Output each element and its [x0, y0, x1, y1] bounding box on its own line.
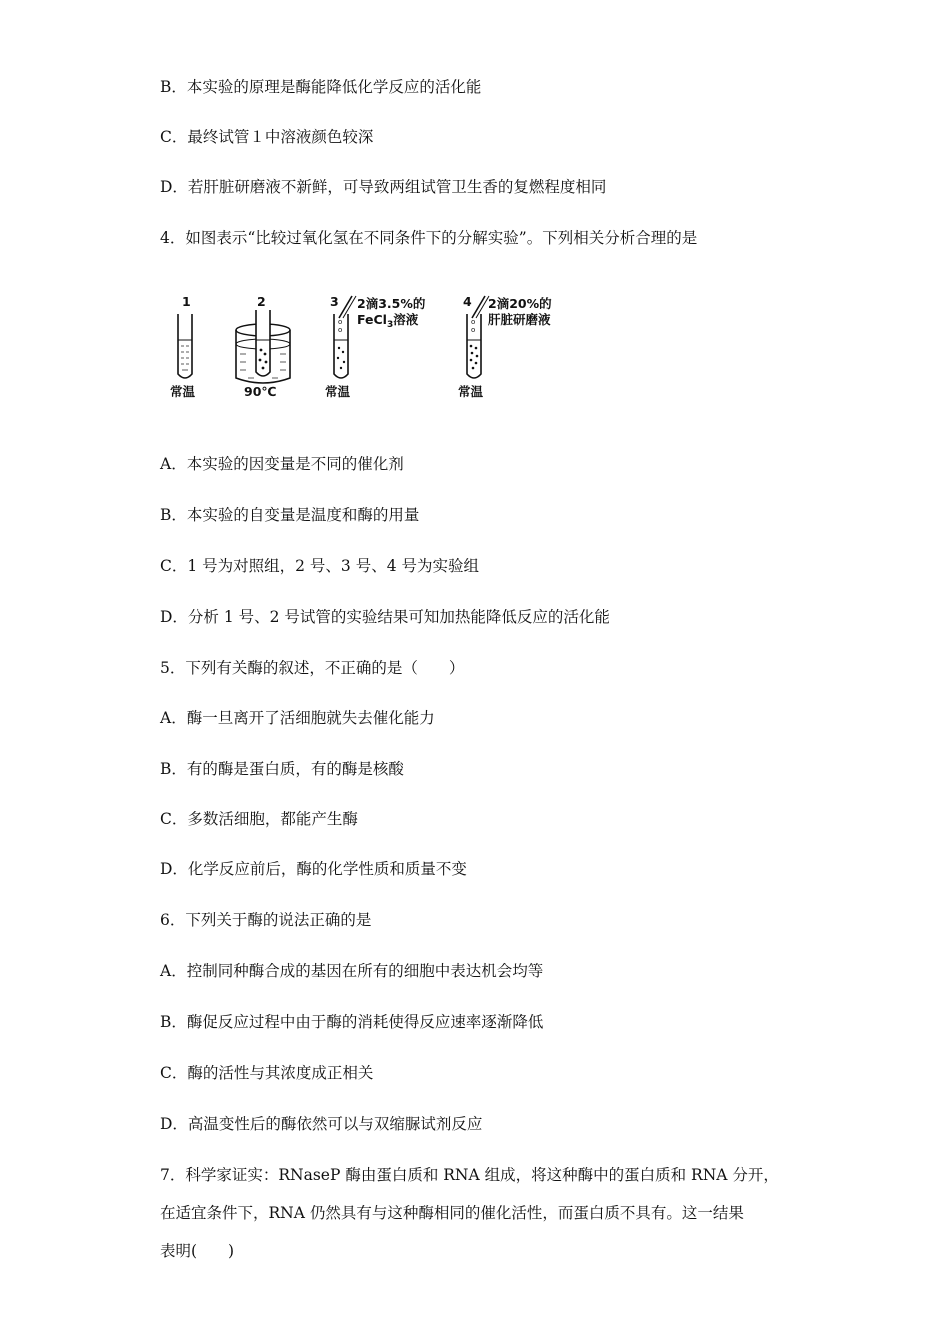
- question-7-line1: 7．科学家证实：RNaseP 酶由蛋白质和 RNA 组成，将这种酶中的蛋白质和 RNA 分开，: [160, 1166, 779, 1184]
- svg-text:o: o: [471, 326, 476, 334]
- tube3-note-line2: FeCl$_3$溶液: [357, 312, 419, 330]
- tube3-condition: 常温: [325, 384, 351, 399]
- svg-text:o: o: [338, 318, 343, 326]
- option-b-q4: B．本实验的自变量是温度和酶的用量: [160, 506, 420, 524]
- option-d-q4: D．分析 1 号、2 号试管的实验结果可知加热能降低反应的活化能: [160, 608, 610, 626]
- tube1-number: 1: [182, 294, 191, 309]
- svg-text:o: o: [338, 326, 343, 334]
- option-d-q5: D．化学反应前后，酶的化学性质和质量不变: [160, 860, 467, 878]
- tube4-number: 4: [463, 294, 472, 309]
- tube3-icon: [334, 314, 348, 378]
- tube2-condition: 90℃: [244, 384, 277, 399]
- tube1-icon: [178, 314, 192, 378]
- tube3-number: 3: [330, 294, 339, 309]
- question-7-line3: 表明( ): [160, 1242, 235, 1260]
- question-6: 6．下列关于酶的说法正确的是: [160, 911, 372, 929]
- line-b-q3: B．本实验的原理是酶能降低化学反应的活化能: [160, 78, 482, 96]
- tube4-icon: [467, 314, 481, 378]
- svg-text:o: o: [471, 318, 476, 326]
- option-c-q4: C．1 号为对照组，2 号、3 号、4 号为实验组: [160, 557, 480, 575]
- tube4-note-line1: 2滴20%的: [488, 296, 552, 311]
- option-a-q4: A．本实验的因变量是不同的催化剂: [160, 455, 404, 473]
- option-c-q6: C．酶的活性与其浓度成正相关: [160, 1064, 374, 1082]
- line-c-q3: C．最终试管１中溶液颜色较深: [160, 128, 374, 146]
- tube1-condition: 常温: [170, 384, 196, 399]
- question-7-line2: 在适宜条件下，RNA 仍然具有与这种酶相同的催化活性，而蛋白质不具有。这一结果: [160, 1204, 744, 1222]
- experiment-figure: [160, 292, 600, 404]
- question-4: 4．如图表示“比较过氧化氢在不同条件下的分解实验”。下列相关分析合理的是: [160, 229, 698, 247]
- tube4-condition: 常温: [458, 384, 484, 399]
- line-d-q3: D．若肝脏研磨液不新鲜，可导致两组试管卫生香的复燃程度相同: [160, 178, 607, 196]
- option-a-q5: A．酶一旦离开了活细胞就失去催化能力: [160, 709, 435, 727]
- option-b-q5: B．有的酶是蛋白质，有的酶是核酸: [160, 760, 404, 778]
- option-c-q5: C．多数活细胞，都能产生酶: [160, 810, 358, 828]
- option-d-q6: D．高温变性后的酶依然可以与双缩脲试剂反应: [160, 1115, 483, 1133]
- tube2-number: 2: [257, 294, 266, 309]
- tube4-note-line2: 肝脏研磨液: [488, 312, 551, 327]
- option-a-q6: A．控制同种酶合成的基因在所有的细胞中表达机会均等: [160, 962, 544, 980]
- tube3-note-line1: 2滴3.5%的: [357, 296, 426, 311]
- question-5: 5．下列有关酶的叙述，不正确的是（ ）: [160, 659, 465, 677]
- tube2-icon: [256, 310, 270, 376]
- option-b-q6: B．酶促反应过程中由于酶的消耗使得反应速率逐渐降低: [160, 1013, 544, 1031]
